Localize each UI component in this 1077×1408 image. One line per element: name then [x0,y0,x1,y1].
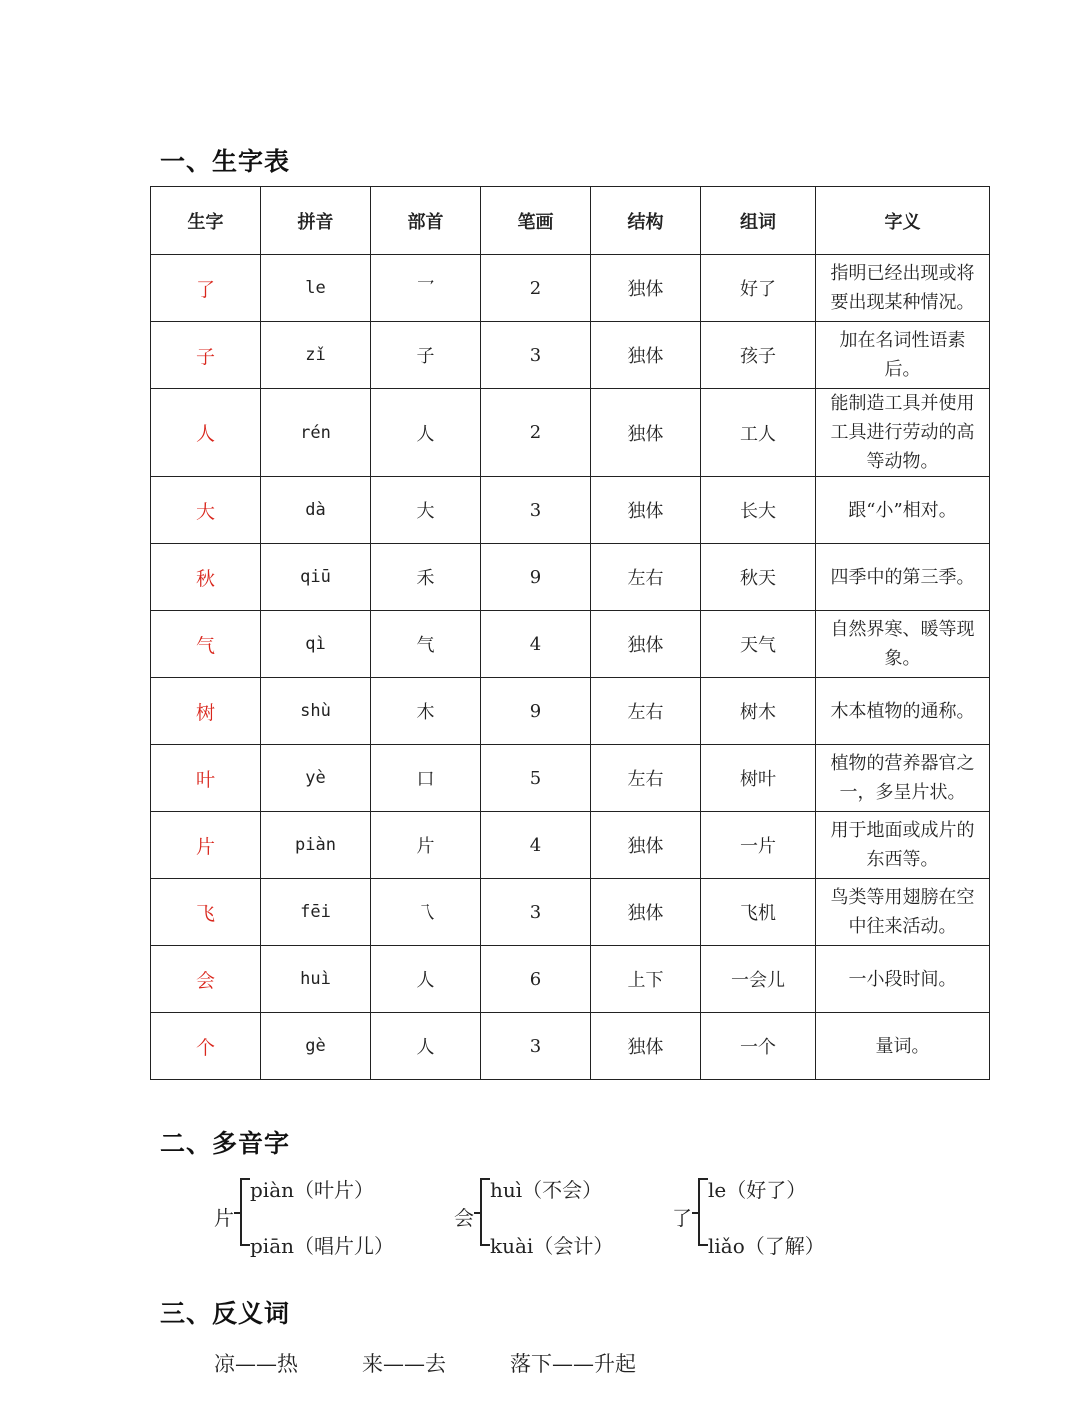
cell-structure: 独体 [591,611,701,678]
cell-structure: 独体 [591,812,701,879]
cell-word: 工人 [701,389,816,477]
polyphone-char: 了 [672,1206,692,1230]
cell-pinyin: rén [261,389,371,477]
cell-meaning: 用于地面或成片的东西等。 [816,812,990,879]
table-header-row [151,187,990,255]
cell-radical: 乛 [371,255,481,322]
cell-char: 了 [151,255,261,322]
cell-radical: 气 [371,611,481,678]
header-meaning: 字义 [816,187,990,255]
cell-char: 树 [151,678,261,745]
reading-2: piān（唱片儿） [250,1234,395,1258]
cell-word: 好了 [701,255,816,322]
header-radical: 部首 [371,187,481,255]
cell-radical: 人 [371,1013,481,1080]
cell-radical: 禾 [371,544,481,611]
section-title-antonyms: 三、反义词 [160,1299,291,1328]
reading-2: kuài（会计） [490,1234,614,1258]
cell-meaning: 加在名词性语素后。 [816,322,990,389]
header-pinyin: 拼音 [261,187,371,255]
cell-meaning: 木本植物的通称。 [816,678,990,745]
brace [480,1178,490,1246]
cell-char: 秋 [151,544,261,611]
header-structure: 结构 [591,187,701,255]
cell-structure: 独体 [591,255,701,322]
cell-structure: 左右 [591,544,701,611]
table-row [151,946,990,1013]
cell-pinyin: piàn [261,812,371,879]
table-row [151,812,990,879]
cell-pinyin: gè [261,1013,371,1080]
cell-meaning: 鸟类等用翅膀在空中往来活动。 [816,879,990,946]
table-row [151,1013,990,1080]
brace [240,1178,250,1246]
polyphone-char: 片 [214,1206,234,1230]
cell-strokes: 3 [481,1013,591,1080]
cell-structure: 独体 [591,879,701,946]
cell-word: 天气 [701,611,816,678]
cell-char: 会 [151,946,261,1013]
cell-word: 秋天 [701,544,816,611]
cell-strokes: 4 [481,812,591,879]
brace [698,1178,708,1246]
cell-meaning: 植物的营养器官之一，多呈片状。 [816,745,990,812]
cell-char: 气 [151,611,261,678]
cell-strokes: 4 [481,611,591,678]
cell-word: 孩子 [701,322,816,389]
antonym-pair: 落下——升起 [510,1352,636,1376]
cell-strokes: 2 [481,255,591,322]
reading-1: huì（不会） [490,1178,603,1202]
table-row [151,477,990,544]
cell-char: 飞 [151,879,261,946]
cell-pinyin: shù [261,678,371,745]
header-strokes: 笔画 [481,187,591,255]
cell-pinyin: qiū [261,544,371,611]
cell-pinyin: qì [261,611,371,678]
cell-strokes: 2 [481,389,591,477]
cell-char: 子 [151,322,261,389]
cell-pinyin: dà [261,477,371,544]
table-row [151,879,990,946]
cell-meaning: 量词。 [816,1013,990,1080]
cell-structure: 上下 [591,946,701,1013]
antonym-list [214,1348,636,1378]
cell-structure: 独体 [591,322,701,389]
table-row [151,322,990,389]
cell-radical: 口 [371,745,481,812]
antonym-pair: 凉——热 [214,1352,298,1376]
cell-word: 树叶 [701,745,816,812]
cell-radical: 子 [371,322,481,389]
cell-meaning: 自然界寒、暖等现象。 [816,611,990,678]
cell-radical: 人 [371,389,481,477]
cell-radical: 片 [371,812,481,879]
header-char: 生字 [151,187,261,255]
cell-radical: 人 [371,946,481,1013]
cell-char: 个 [151,1013,261,1080]
reading-1: piàn（叶片） [250,1178,375,1202]
table-row [151,678,990,745]
cell-word: 一会儿 [701,946,816,1013]
cell-char: 大 [151,477,261,544]
table-row [151,611,990,678]
antonym-pair: 来——去 [362,1352,446,1376]
cell-pinyin: fēi [261,879,371,946]
cell-strokes: 3 [481,477,591,544]
cell-meaning: 四季中的第三季。 [816,544,990,611]
cell-meaning: 一小段时间。 [816,946,990,1013]
cell-strokes: 5 [481,745,591,812]
section-title-characters: 一、生字表 [160,147,291,176]
cell-radical: 木 [371,678,481,745]
cell-meaning: 能制造工具并使用工具进行劳动的高等动物。 [816,389,990,477]
cell-word: 飞机 [701,879,816,946]
cell-char: 片 [151,812,261,879]
cell-strokes: 9 [481,678,591,745]
cell-radical: 乁 [371,879,481,946]
section-title-polyphones: 二、多音字 [160,1129,291,1158]
cell-char: 人 [151,389,261,477]
cell-word: 一个 [701,1013,816,1080]
reading-1: le（好了） [708,1178,807,1202]
cell-radical: 大 [371,477,481,544]
cell-pinyin: yè [261,745,371,812]
cell-strokes: 3 [481,322,591,389]
cell-meaning: 跟“小”相对。 [816,477,990,544]
table-row [151,389,990,477]
header-word: 组词 [701,187,816,255]
cell-strokes: 6 [481,946,591,1013]
table-row [151,255,990,322]
cell-word: 一片 [701,812,816,879]
cell-strokes: 3 [481,879,591,946]
cell-char: 叶 [151,745,261,812]
reading-2: liǎo（了解） [708,1234,825,1258]
cell-structure: 独体 [591,1013,701,1080]
table-row [151,544,990,611]
cell-structure: 独体 [591,389,701,477]
cell-strokes: 9 [481,544,591,611]
cell-meaning: 指明已经出现或将要出现某种情况。 [816,255,990,322]
polyphone-char: 会 [454,1206,474,1230]
cell-structure: 左右 [591,745,701,812]
table-row [151,745,990,812]
character-table [150,186,990,1080]
cell-pinyin: zǐ [261,322,371,389]
cell-pinyin: le [261,255,371,322]
cell-structure: 独体 [591,477,701,544]
cell-word: 树木 [701,678,816,745]
cell-word: 长大 [701,477,816,544]
cell-pinyin: huì [261,946,371,1013]
cell-structure: 左右 [591,678,701,745]
